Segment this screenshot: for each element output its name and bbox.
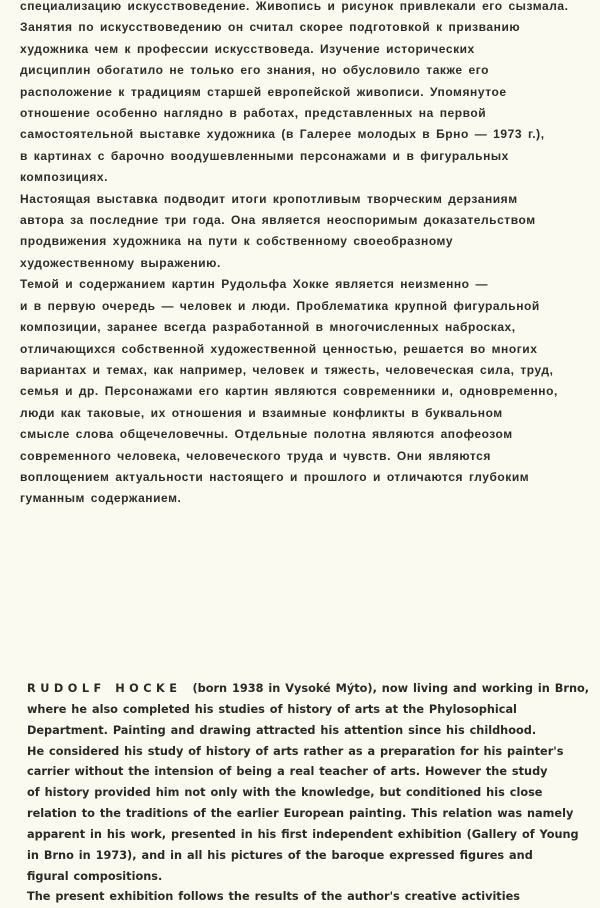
text-line: современного человека, человеческого труда и чувств. Они являются (20, 448, 491, 463)
text-line: продвижения художника на пути к собственному своеобразному (20, 234, 454, 249)
text-line: композициях. (20, 170, 109, 185)
text-line: специализацию искусствоведение. Живопись и рисунок привлекали его сызмала. (20, 0, 569, 13)
text-line: дисциплин обогатило не только его знания, но обусловило также его (20, 63, 489, 78)
text-line: Настоящая выставка подводит итоги кропотливым творческим дерзаниям (20, 191, 518, 206)
text-line: гуманным содержанием. (20, 491, 182, 506)
text-line: Department. Painting and drawing attracted his attention since his childhood. (27, 723, 537, 737)
english-first-line (27, 679, 589, 700)
text-line: figural compositions. (27, 869, 163, 883)
text-line: художественному выражению. (20, 255, 221, 270)
text-line: и в первую очередь — человек и люди. Проблематика крупной фигуральной (20, 298, 540, 313)
text-line: Темой и содержанием картин Рудольфа Хокке является неизменно — (20, 277, 488, 292)
text-line: смысле слова общечеловечны. Отдельные полотна являются апофеозом (20, 427, 513, 442)
artist-name: RUDOLF HOCKE (27, 682, 182, 695)
text-line: carrier without the intension of being a real teacher of arts. However the study (27, 765, 548, 779)
text-line: расположение к традициям старшей европейской живописи. Упомянутое (20, 84, 507, 99)
text-line: отношение особенно наглядно в работах, представленных на первой (20, 106, 487, 121)
text-line: in Brno in 1973), and in all his pictures of the baroque expressed figures and (27, 848, 533, 862)
text-line: воплощением актуальности настоящего и прошлого и отличаются глубоким (20, 469, 530, 484)
text-line: The present exhibition follows the results of the author's creative activities (27, 890, 520, 904)
text-line: семья и др. Персонажами его картин являются современники и, одновременно, (20, 384, 558, 399)
text-line: where he also completed his studies of history of arts at the Phylosophical (27, 702, 517, 716)
english-line-rest: (born 1938 in Vysoké Mýto), now living and working in Brno, (192, 682, 590, 695)
russian-text-block (20, 0, 568, 510)
text-line: в картинах с барочно воодушевленными персонажами и в фигуральных (20, 148, 509, 163)
text-line: He considered his study of history of arts rather as a preparation for his painter's (27, 744, 564, 758)
text-line: люди как таковые, их отношения и взаимные конфликты в буквальном (20, 405, 503, 420)
text-line: композиции, заранее всегда разработанной в многочисленных набросках, (20, 320, 516, 335)
text-line: of history provided him not only with the knowledge, but conditioned his close (27, 786, 543, 800)
text-line: вариантах и темах, как например, человек и тяжесть, человеческая сила, труд, (20, 362, 554, 377)
text-line: автора за последние три года. Она является неоспоримым доказательством (20, 213, 536, 228)
text-line: самостоятельной выставке художника (в Галерее молодых в Брно — 1973 г.), (20, 127, 545, 142)
text-line: Занятия по искусствоведению он считал скорее подготовкой к призванию (20, 20, 521, 35)
text-line: отличающихся собственной художественной ценностью, решается во многих (20, 341, 538, 356)
text-line: художника чем к профессии искусствоведа. Изучение исторических (20, 41, 475, 56)
text-line: relation to the traditions of the earlier European painting. This relation was namely (27, 807, 574, 821)
text-line: apparent in his work, presented in his first independent exhibition (Gallery of Young (27, 827, 579, 841)
english-text-block (27, 679, 589, 908)
